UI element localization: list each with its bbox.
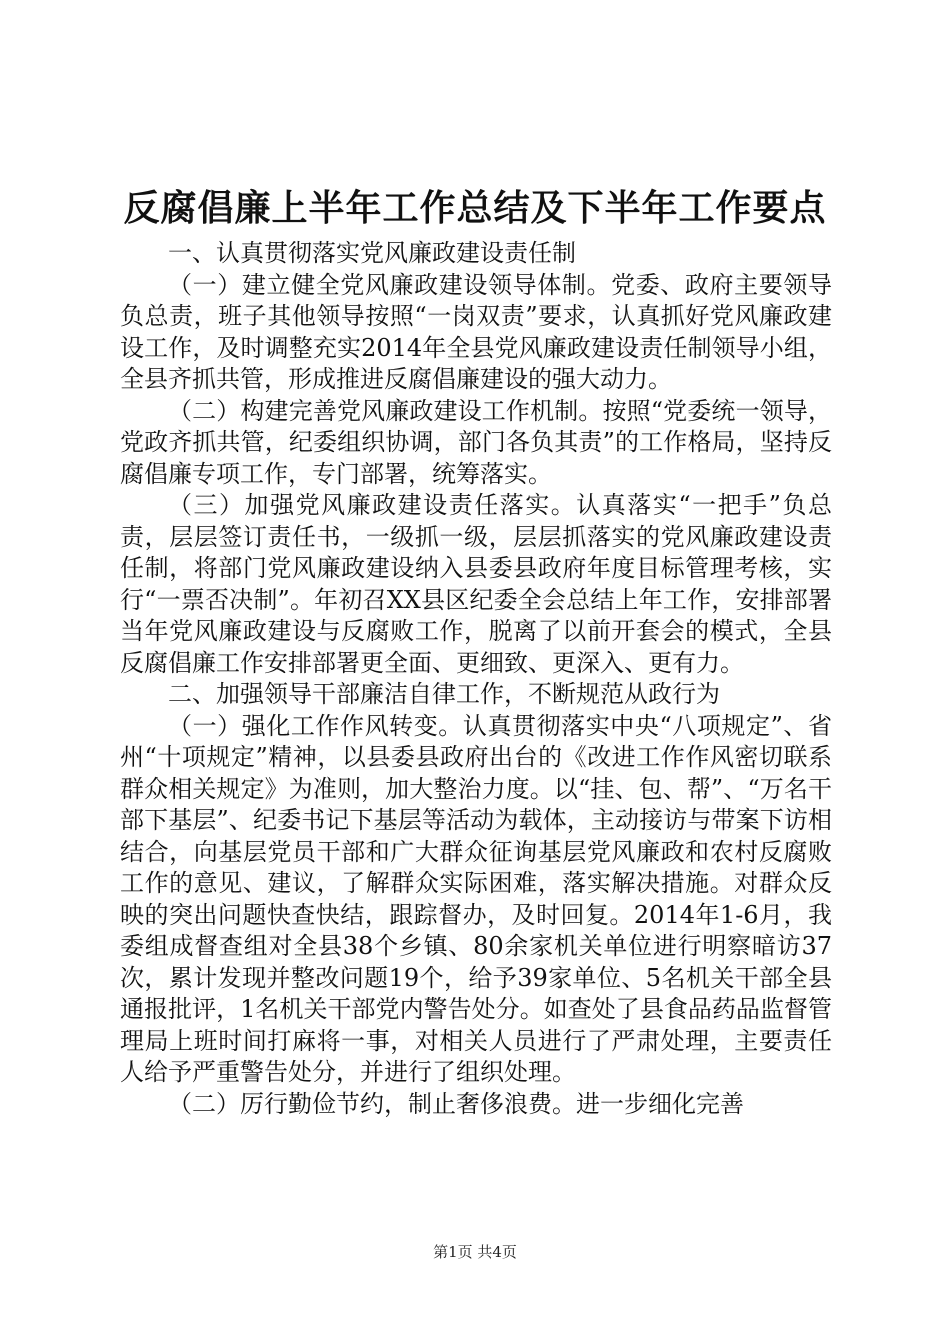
paragraph: （二）构建完善党风廉政建设工作机制。按照“党委统一领导，党政齐抓共管，纪委组织协调，部门各负其责”的工作格局，坚持反腐倡廉专项工作，专门部署，统筹落实。	[120, 396, 832, 488]
paragraph: （三）加强党风廉政建设责任落实。认真落实“一把手”负总责，层层签订责任书，一级抓一级，层层抓落实的党风廉政建设责任制，将部门党风廉政建设纳入县委县政府年度目标管理考核，实行“一票否决制”。年初召XX县区纪委全会总结上年工作，安排部署当年党风廉政建设与反腐败工作，脱离了以前开套会的模式，全县反腐倡廉工作安排部署更全面、更细致、更深入、更有力。	[120, 491, 832, 677]
paragraph: （一）强化工作作风转变。认真贯彻落实中央“八项规定”、省州“十项规定”精神，以县委县政府出台的《改进工作作风密切联系群众相关规定》为准则，加大整治力度。以“挂、包、帮”、“万名干部下基层”、纪委书记下基层等活动为载体，主动接访与带案下访相结合，向基层党员干部和广大群众征询基层党风廉政和农村反腐败工作的意见、建议，了解群众实际困难，落实解决措施。对群众反映的突出问题快查快结，跟踪督办，及时回复。2014年1-6月，我委组成督查组对全县38个乡镇、80余家机关单位进行明察暗访37次，累计发现并整改问题19个，给予39家单位、5名机关干部全县通报批评，1名机关干部党内警告处分。如查处了县食品药品监督管理局上班时间打麻将一事，对相关人员进行了严肃处理，主要责任人给予严重警告处分，并进行了组织处理。	[120, 711, 832, 1086]
section-heading: 一、认真贯彻落实党风廉政建设责任制	[168, 239, 576, 267]
section-heading: 二、加强领导干部廉洁自律工作，不断规范从政行为	[168, 680, 720, 708]
page-number-footer: 第1页 共4页	[433, 1243, 517, 1261]
paragraph: （二）厉行勤俭节约，制止奢侈浪费。进一步细化完善	[168, 1089, 744, 1118]
document-body	[120, 238, 832, 1120]
document-title: 反腐倡廉上半年工作总结及下半年工作要点	[123, 187, 827, 229]
paragraph: （一）建立健全党风廉政建设领导体制。党委、政府主要领导负总责，班子其他领导按照“一岗双责”要求，认真抓好党风廉政建设工作，及时调整充实2014年全县党风廉政建设责任制领导小组，全县齐抓共管，形成推进反腐倡廉建设的强大动力。	[120, 270, 832, 393]
